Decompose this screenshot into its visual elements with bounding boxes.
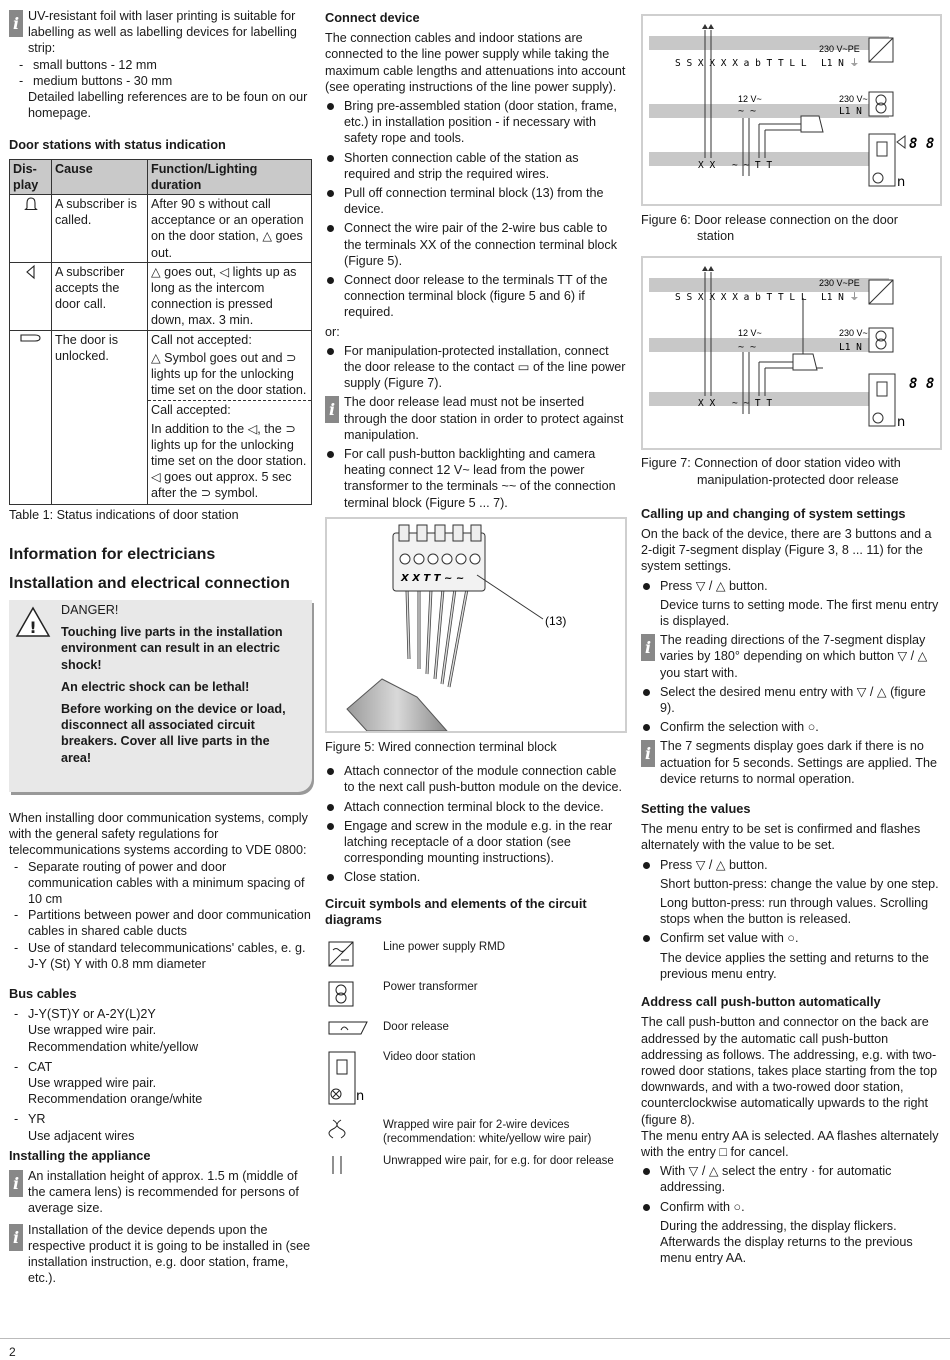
svg-text:8 8: 8 8: [909, 376, 935, 393]
list-item: Confirm the selection with ○.: [641, 719, 942, 735]
callout-label: (13): [545, 613, 567, 628]
table-cell: Call not accepted:: [151, 332, 252, 347]
connect-intro: The connection cables and indoor stations are connected to the line power supply while taking the maximum cable lengths and attenuations into account (see operating instructions of the line power supply).: [325, 31, 626, 94]
status-heading: Door stations with status indication: [9, 137, 226, 153]
info-icon: i: [9, 10, 23, 37]
list-item: - Separate routing of power and door communication cables with a minimum spacing of 10 cm: [9, 859, 312, 908]
table-row: [10, 262, 312, 330]
table-cell: △ goes out, ◁ lights up as long as the intercom connection is pressed down, max. 3 min.: [148, 262, 312, 330]
status-table: [9, 159, 312, 505]
svg-text:~ ~: ~ ~: [738, 106, 757, 117]
table-row: n Video door station: [327, 1050, 623, 1116]
list-item: Confirm set value with ○.: [641, 930, 942, 946]
table-caption: Table 1: Status indications of door station: [9, 507, 239, 522]
svg-text:12 V~: 12 V~: [738, 328, 762, 339]
wiring-diagram-6: [643, 16, 940, 204]
table-cell: A subscriber accepts the door call.: [52, 262, 148, 330]
symbols-heading: Circuit symbols and elements of the circuit diagrams: [325, 895, 587, 927]
svg-text:!: !: [29, 617, 37, 637]
list-item: - Use of standard telecommunications' cables, e. g. J-Y (St) Y with 0.8 mm diameter: [9, 940, 312, 972]
vde-intro: When installing door communication systems, comply with the general safety regulations for telecommunications systems according to VDE 0800:: [9, 810, 308, 858]
list-item: Attach connection terminal block to the device.: [325, 799, 627, 815]
table-header: Dis-play: [10, 159, 52, 194]
list-item: For call push-button backlighting and camera heating connect 12 V~ lead from the power transformer to the terminals ~~ of the connection terminal block (Figure 5 ... 7).: [325, 446, 627, 511]
menu-entry-text: The menu entry AA is selected. AA flashes alternately with the entry □ for cancel.: [641, 1128, 939, 1159]
list-item: Close station.: [325, 869, 627, 885]
calling-heading: Calling up and changing of system settings: [641, 505, 906, 521]
info-icon: i: [325, 396, 339, 423]
svg-text:230 V~: 230 V~: [839, 94, 868, 104]
table-header: Function/Lighting duration: [148, 159, 312, 194]
figure-7-caption: manipulation-protected door release: [697, 472, 899, 487]
svg-text:S S X X X X a b T T L L: S S X X X X a b T T L L: [675, 58, 807, 69]
svg-text:12 V~: 12 V~: [738, 94, 762, 104]
result-text: Long button-press: run through values. Scrolling stops when the button is released.: [660, 896, 929, 927]
section-title: Installation and electrical connection: [9, 574, 290, 592]
list-item: Attach connector of the module connection cable to the next call push-button module on the device.: [325, 763, 627, 795]
list-item: - small buttons - 12 mm: [14, 57, 312, 73]
svg-text:230 V~PE: 230 V~PE: [819, 278, 860, 289]
table-row: [10, 195, 312, 263]
column-right: [641, 8, 942, 1269]
info-note: i The reading directions of the 7-segment display varies by 180° depending on which button ▽ / △ you start with.: [641, 632, 942, 681]
result-text: Device turns to setting mode. The first menu entry is displayed.: [660, 597, 939, 629]
figure-6-caption: Figure 6: Door release connection on the door: [641, 213, 898, 227]
transformer-icon: [327, 980, 355, 1008]
list-item: Connect the wire pair of the 2-wire bus cable to the terminals XX of the connection terminal block (Figure 5).: [325, 220, 627, 269]
terminal-block-drawing: [327, 519, 625, 731]
table-row: Door release: [327, 1020, 623, 1048]
svg-text:L1 N ⏚: L1 N ⏚: [821, 292, 860, 304]
svg-text:L1 N ⏚: L1 N ⏚: [821, 58, 860, 69]
list-item: - Partitions between power and door communication cables in shared cable ducts: [9, 907, 312, 939]
setting-heading: Setting the values: [641, 801, 751, 817]
door-release-icon: [327, 1020, 369, 1038]
result-text: During the addressing, the display flickers. Afterwards the display returns to the previous menu entry AA.: [660, 1218, 913, 1266]
list-item: Press ▽ / △ button.: [641, 578, 942, 594]
list-item: For manipulation-protected installation, connect the door release to the contact ▭ of the line power supply (Figure 7).: [325, 343, 627, 392]
svg-text:S S X X X X a b T T L L: S S X X X X a b T T L L: [675, 292, 807, 304]
video-door-station-icon: [327, 1050, 367, 1106]
table-cell: Call accepted:: [148, 400, 311, 419]
danger-title: DANGER!: [61, 602, 119, 617]
result-text: Short button-press: change the value by one step.: [660, 876, 939, 891]
list-item: Shorten connection cable of the station as required and strip the required wires.: [325, 150, 627, 182]
table-row: Unwrapped wire pair, for e.g. for door release: [327, 1154, 623, 1186]
svg-text:X X: X X: [698, 160, 716, 171]
speaker-icon: [24, 264, 38, 280]
calling-intro: On the back of the device, there are 3 buttons and a 2-digit 7-segment display (Figure 3, 8 ... 11) for the system settings.: [641, 527, 932, 574]
info-note: i Installation of the device depends upon the respective product it is going to be installed in (see installation instruction, e.g. door station, frame, etc.).: [9, 1222, 312, 1287]
warning-icon: [15, 606, 51, 638]
column-left: [9, 8, 312, 1286]
wrapped-pair-icon: [327, 1118, 347, 1140]
svg-text:X X: X X: [698, 398, 716, 410]
figure-6: [641, 14, 942, 206]
info-note: i The door release lead must not be inserted through the door station in order to protect against manipulation.: [325, 394, 627, 443]
svg-text:~ ~: ~ ~: [738, 342, 757, 354]
power-supply-icon: [327, 940, 355, 968]
list-item: Engage and screw in the module e.g. in the rear latching receptacle of a door station (see corresponding mounting instructions).: [325, 818, 627, 867]
list-item: With ▽ / △ select the entry · for automatic addressing.: [641, 1163, 942, 1195]
figure-7-caption: Figure 7: Connection of door station video with: [641, 456, 901, 471]
info-icon: i: [641, 740, 655, 767]
table-cell: In addition to the ◁, the ⊃ lights up for the unlocking time set on the door station. ◁ goes out approx. 5 sec after the ⊃ symbol.: [151, 421, 307, 501]
svg-text:L1 N: L1 N: [839, 342, 862, 354]
list-item: Pull off connection terminal block (13) from the device.: [325, 185, 627, 217]
uv-note-text: UV-resistant foil with laser printing is suitable for labelling as well as labelling devices for labelling strip:: [28, 9, 297, 56]
info-note: i An installation height of approx. 1.5 m (middle of the camera lens) is recommended for persons of average size.: [9, 1168, 312, 1217]
info-icon: i: [641, 634, 655, 661]
list-item: Connect door release to the terminals TT of the connection terminal block (figure 5 and 6) if required.: [325, 272, 627, 321]
table-row: Line power supply RMD: [327, 940, 623, 978]
list-item: - J-Y(ST)Y or A-2Y(L)2Y Use wrapped wire pair. Recommendation white/yellow: [9, 1006, 312, 1055]
result-text: The device applies the setting and returns to the previous menu entry.: [660, 950, 929, 981]
info-icon: i: [9, 1224, 23, 1251]
or-text: or:: [325, 324, 340, 339]
svg-text:L1 N: L1 N: [839, 106, 862, 117]
svg-text:230 V~PE: 230 V~PE: [819, 44, 860, 54]
table-cell: A subscriber is called.: [52, 195, 148, 263]
danger-text: Before working on the device or load, disconnect all associated circuit breakers. Cover all live parts in the area!: [61, 701, 286, 765]
list-item: Select the desired menu entry with ▽ / △ (figure 9).: [641, 684, 942, 716]
wiring-diagram-7: [643, 258, 940, 448]
key-icon: [20, 332, 42, 344]
addr-intro: The call push-button and connector on the back are addressed by the automatic call push-button addressing as follows. The addressing, e.g. with two-rowed door stations, takes place starting from the top downwards, and with a two-rowed door station, counterclockwise automatically upwards to the right (figure 8).: [641, 1015, 938, 1127]
uv-note-end: Detailed labelling references are to be foun on our homepage.: [28, 90, 308, 121]
table-row: Wrapped wire pair for 2-wire devices (recommendation: white/yellow wire pair): [327, 1118, 623, 1152]
table-cell: △ Symbol goes out and ⊃ lights up for the unlocking time set on the door station.: [151, 350, 307, 398]
setting-intro: The menu entry to be set is confirmed and flashes alternately with the value to be set.: [641, 822, 921, 853]
danger-text: Touching live parts in the installation environment can result in an electric shock!: [61, 625, 283, 672]
list-item: Bring pre-assembled station (door station, frame, etc.) in installation position - if necessary with safety rope and tools.: [325, 98, 627, 147]
list-item: Press ▽ / △ button.: [641, 857, 942, 873]
figure-5-caption: Figure 5: Wired connection terminal block: [325, 739, 557, 754]
list-item: Confirm with ○.: [641, 1199, 942, 1215]
bell-icon: [24, 196, 38, 212]
table-cell: After 90 s without call acceptance or an operation on the door station, △ goes out.: [148, 195, 312, 263]
section-title: Information for electricians: [9, 545, 216, 563]
list-item: - YR Use adjacent wires: [9, 1111, 312, 1143]
info-note: i The 7 segments display goes dark if there is no actuation for 5 seconds. Settings are applied. The device returns to normal operation.: [641, 738, 942, 787]
bus-heading: Bus cables: [9, 985, 77, 1001]
danger-box: [9, 600, 312, 792]
symbols-table: [325, 938, 625, 1188]
figure-7: [641, 256, 942, 450]
footer-divider: [0, 1338, 950, 1339]
info-icon: i: [9, 1170, 23, 1197]
addr-heading: Address call push-button automatically: [641, 994, 881, 1010]
svg-text:n: n: [897, 175, 906, 190]
danger-text: An electric shock can be lethal!: [61, 679, 250, 694]
list-item: - medium buttons - 30 mm: [14, 73, 312, 89]
table-row: [10, 330, 312, 504]
table-row: Power transformer: [327, 980, 623, 1018]
list-item: - CAT Use wrapped wire pair. Recommendation orange/white: [9, 1059, 312, 1108]
figure-6-caption: station: [697, 229, 735, 244]
table-cell: The door is unlocked.: [52, 330, 148, 504]
connect-heading: Connect device: [325, 10, 420, 25]
uv-note: [9, 8, 312, 121]
figure-5: [325, 517, 627, 733]
unwrapped-pair-icon: [327, 1154, 347, 1176]
page-number: 2: [9, 1345, 16, 1359]
svg-text:~ ~ T T: ~ ~ T T: [732, 398, 773, 410]
table-header: Cause: [52, 159, 148, 194]
column-middle: [325, 8, 627, 1188]
svg-text:n: n: [897, 415, 906, 431]
svg-text:n: n: [356, 1088, 365, 1104]
terminal-labels: X X T T ~ ~: [401, 572, 465, 584]
svg-text:~ ~ T T: ~ ~ T T: [732, 160, 773, 171]
svg-text:230 V~: 230 V~: [839, 328, 868, 339]
appliance-heading: Installing the appliance: [9, 1147, 151, 1163]
svg-text:8 8: 8 8: [909, 136, 935, 152]
